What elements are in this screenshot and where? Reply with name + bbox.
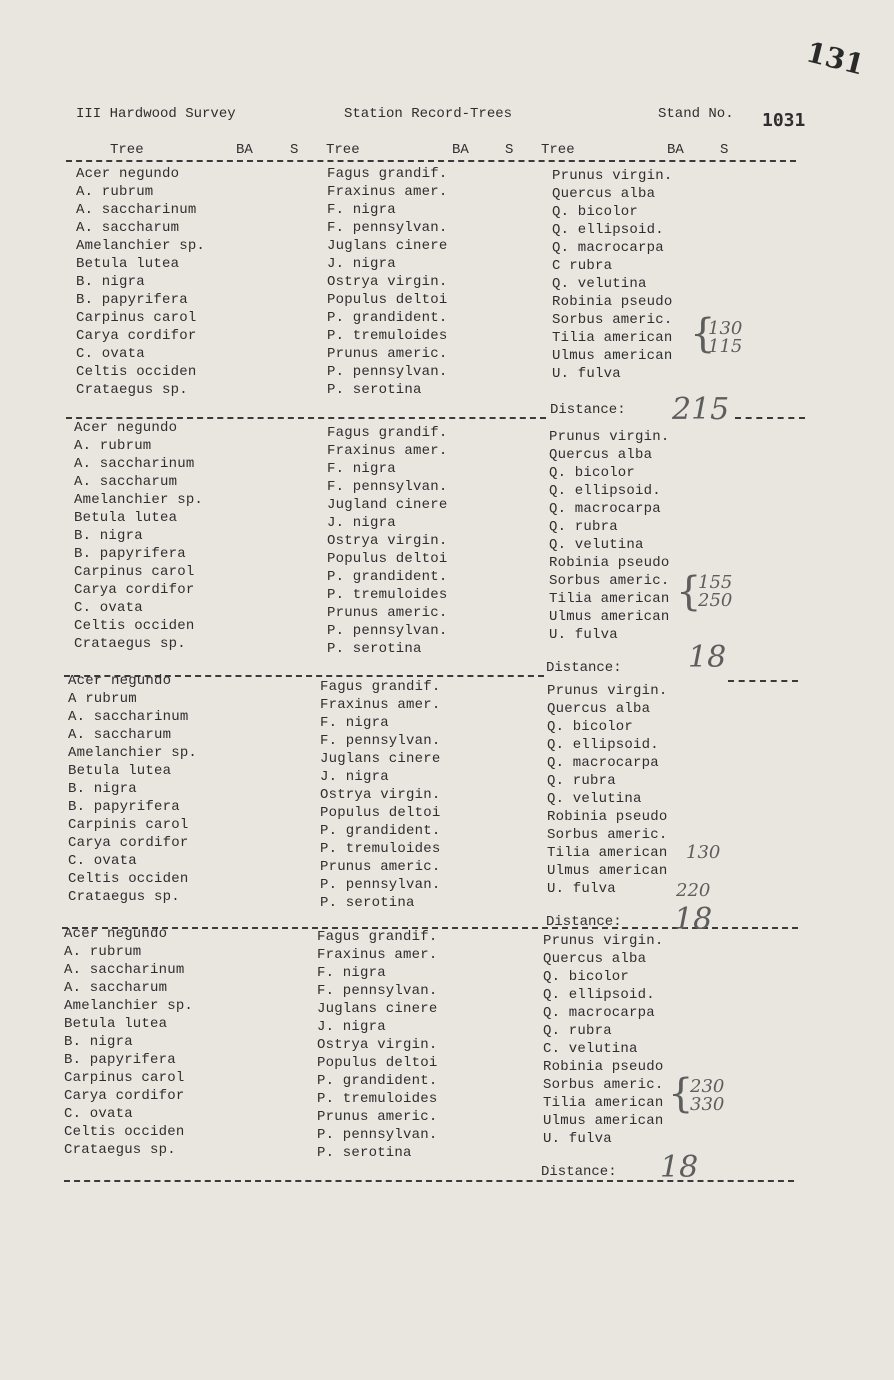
distance-value: 18 xyxy=(660,1150,699,1185)
tree-species-entry: Carpinus carol xyxy=(76,310,197,326)
tree-species-entry: Ostrya virgin. xyxy=(327,274,448,290)
tree-species-entry: F. pennsylvan. xyxy=(317,983,438,999)
col1-header-s: S xyxy=(290,142,299,158)
tree-species-entry: Betula lutea xyxy=(64,1016,168,1032)
tree-species-entry: Fagus grandif. xyxy=(320,679,441,695)
tree-species-entry: Fraxinus amer. xyxy=(327,184,448,200)
tree-species-entry: Q. bicolor xyxy=(543,969,630,985)
tree-species-entry: Fagus grandif. xyxy=(317,929,438,945)
tree-species-entry: B. nigra xyxy=(76,274,145,290)
tree-species-entry: Sorbus americ. xyxy=(547,827,668,843)
tree-species-entry: Robinia pseudo xyxy=(549,555,670,571)
tree-species-entry: Populus deltoi xyxy=(327,292,448,308)
tree-species-entry: Crataegus sp. xyxy=(68,889,180,905)
col2-header-ba: BA xyxy=(452,142,469,158)
col1-header-ba: BA xyxy=(236,142,253,158)
tree-species-entry: P. serotina xyxy=(327,641,422,657)
tree-species-entry: Celtis occiden xyxy=(74,618,195,634)
tree-species-entry: Q. velutina xyxy=(547,791,642,807)
tree-species-entry: P. tremuloides xyxy=(317,1091,438,1107)
tree-species-entry: Q. bicolor xyxy=(549,465,636,481)
tree-species-entry: U. fulva xyxy=(547,881,616,897)
tree-species-entry: B. nigra xyxy=(68,781,137,797)
tree-species-entry: Acer negundo xyxy=(68,673,172,689)
tree-species-entry: Fagus grandif. xyxy=(327,425,448,441)
tree-species-entry: Q. macrocarpa xyxy=(549,501,661,517)
tree-species-entry: Tilia american xyxy=(547,845,668,861)
brace-mark: { xyxy=(690,311,716,357)
tree-species-entry: Acer negundo xyxy=(76,166,180,182)
tree-species-entry: F. nigra xyxy=(327,461,396,477)
tree-species-entry: Prunus virgin. xyxy=(547,683,668,699)
tree-species-entry: Prunus americ. xyxy=(317,1109,438,1125)
header-divider xyxy=(66,160,796,162)
tree-species-entry: Carpinus carol xyxy=(74,564,195,580)
tree-species-entry: Prunus virgin. xyxy=(552,168,673,184)
stand-number: 1031 xyxy=(762,110,806,131)
tree-species-entry: Acer negundo xyxy=(74,420,178,436)
tree-species-entry: Jugland cinere xyxy=(327,497,448,513)
col3-header-tree: Tree xyxy=(541,142,575,158)
handwritten-ba-value: 330 xyxy=(690,1094,725,1115)
tree-species-entry: A. saccharinum xyxy=(74,456,195,472)
tree-species-entry: A. saccharum xyxy=(68,727,172,743)
tree-species-entry: Crataegus sp. xyxy=(74,636,186,652)
tree-species-entry: Betula lutea xyxy=(74,510,178,526)
tree-species-entry: C. ovata xyxy=(64,1106,133,1122)
tree-species-entry: Ostrya virgin. xyxy=(327,533,448,549)
handwritten-ba-value: 220 xyxy=(676,880,711,901)
tree-species-entry: Ostrya virgin. xyxy=(317,1037,438,1053)
tree-species-entry: Ulmus american xyxy=(547,863,668,879)
distance-value: 215 xyxy=(672,392,730,427)
tree-species-entry: P. serotina xyxy=(317,1145,412,1161)
tree-species-entry: Populus deltoi xyxy=(317,1055,438,1071)
col2-header-s: S xyxy=(505,142,514,158)
brace-mark: { xyxy=(668,1071,694,1117)
tree-species-entry: Q. bicolor xyxy=(552,204,639,220)
tree-species-entry: A. saccharum xyxy=(74,474,178,490)
tree-species-entry: P. tremuloides xyxy=(320,841,441,857)
col2-header-tree: Tree xyxy=(326,142,360,158)
tree-species-entry: Robinia pseudo xyxy=(552,294,673,310)
handwritten-ba-value: 230 xyxy=(690,1076,725,1097)
tree-species-entry: C rubra xyxy=(552,258,613,274)
tree-species-entry: Q. ellipsoid. xyxy=(543,987,655,1003)
tree-species-entry: Ulmus american xyxy=(552,348,673,364)
tree-species-entry: Q. rubra xyxy=(543,1023,612,1039)
tree-species-entry: Carya cordifor xyxy=(64,1088,185,1104)
tree-species-entry: Betula lutea xyxy=(76,256,180,272)
handwritten-ba-value: 250 xyxy=(698,590,733,611)
section-divider xyxy=(735,417,805,419)
survey-title: III Hardwood Survey xyxy=(76,106,236,122)
tree-species-entry: B. papyrifera xyxy=(74,546,186,562)
tree-species-entry: Quercus alba xyxy=(552,186,656,202)
section-divider xyxy=(728,680,798,682)
tree-species-entry: Quercus alba xyxy=(547,701,651,717)
tree-species-entry: Q. rubra xyxy=(547,773,616,789)
tree-species-entry: Tilia american xyxy=(552,330,673,346)
tree-species-entry: Acer negundo xyxy=(64,926,168,942)
tree-species-entry: U. fulva xyxy=(543,1131,612,1147)
tree-species-entry: P. pennsylvan. xyxy=(317,1127,438,1143)
tree-species-entry: C. ovata xyxy=(68,853,137,869)
tree-species-entry: Tilia american xyxy=(549,591,670,607)
tree-species-entry: Q. velutina xyxy=(549,537,644,553)
distance-value: 18 xyxy=(688,640,727,675)
tree-species-entry: Prunus americ. xyxy=(327,605,448,621)
tree-species-entry: Ostrya virgin. xyxy=(320,787,441,803)
tree-species-entry: Amelanchier sp. xyxy=(64,998,194,1014)
tree-species-entry: Q. ellipsoid. xyxy=(549,483,661,499)
tree-species-entry: Populus deltoi xyxy=(320,805,441,821)
tree-species-entry: Q. macrocarpa xyxy=(543,1005,655,1021)
tree-species-entry: P. pennsylvan. xyxy=(327,623,448,639)
tree-species-entry: Juglans cinere xyxy=(327,238,448,254)
tree-species-entry: P. grandident. xyxy=(327,569,448,585)
tree-species-entry: J. nigra xyxy=(317,1019,386,1035)
tree-species-entry: F. pennsylvan. xyxy=(320,733,441,749)
stand-label: Stand No. xyxy=(658,106,734,122)
tree-species-entry: Amelanchier sp. xyxy=(68,745,198,761)
tree-species-entry: P. serotina xyxy=(327,382,422,398)
tree-species-entry: Prunus virgin. xyxy=(543,933,664,949)
tree-species-entry: Fagus grandif. xyxy=(327,166,448,182)
tree-species-entry: Robinia pseudo xyxy=(547,809,668,825)
tree-species-entry: F. nigra xyxy=(320,715,389,731)
tree-species-entry: Carpinis carol xyxy=(68,817,189,833)
tree-species-entry: U. fulva xyxy=(549,627,618,643)
tree-species-entry: Tilia american xyxy=(543,1095,664,1111)
tree-species-entry: Sorbus americ. xyxy=(552,312,673,328)
tree-species-entry: Quercus alba xyxy=(543,951,647,967)
tree-species-entry: Crataegus sp. xyxy=(64,1142,176,1158)
tree-species-entry: J. nigra xyxy=(320,769,389,785)
col1-header-tree: Tree xyxy=(110,142,144,158)
tree-species-entry: P. grandident. xyxy=(327,310,448,326)
tree-species-entry: Q. macrocarpa xyxy=(552,240,664,256)
tree-species-entry: Amelanchier sp. xyxy=(74,492,204,508)
tree-species-entry: Carya cordifor xyxy=(68,835,189,851)
tree-species-entry: A. saccharinum xyxy=(64,962,185,978)
tree-species-entry: P. pennsylvan. xyxy=(320,877,441,893)
tree-species-entry: F. pennsylvan. xyxy=(327,479,448,495)
tree-species-entry: J. nigra xyxy=(327,256,396,272)
tree-species-entry: P. grandident. xyxy=(320,823,441,839)
tree-species-entry: A. rubrum xyxy=(76,184,154,200)
tree-species-entry: A. saccharinum xyxy=(68,709,189,725)
distance-label: Distance: xyxy=(546,660,622,676)
tree-species-entry: C. velutina xyxy=(543,1041,638,1057)
handwritten-ba-value: 115 xyxy=(708,336,743,357)
col3-header-s: S xyxy=(720,142,729,158)
tree-species-entry: A. saccharinum xyxy=(76,202,197,218)
tree-species-entry: Q. rubra xyxy=(549,519,618,535)
handwritten-ba-value: 130 xyxy=(686,842,721,863)
tree-species-entry: P. grandident. xyxy=(317,1073,438,1089)
tree-species-entry: A rubrum xyxy=(68,691,137,707)
tree-species-entry: Q. macrocarpa xyxy=(547,755,659,771)
tree-species-entry: B. papyrifera xyxy=(76,292,188,308)
tree-species-entry: Betula lutea xyxy=(68,763,172,779)
tree-species-entry: C. ovata xyxy=(74,600,143,616)
tree-species-entry: B. nigra xyxy=(64,1034,133,1050)
tree-species-entry: Fraxinus amer. xyxy=(320,697,441,713)
tree-species-entry: Q. ellipsoid. xyxy=(552,222,664,238)
tree-species-entry: B. nigra xyxy=(74,528,143,544)
distance-label: Distance: xyxy=(550,402,626,418)
corner-handwritten-number: 131 xyxy=(802,35,868,82)
tree-species-entry: Fraxinus amer. xyxy=(327,443,448,459)
tree-species-entry: Carya cordifor xyxy=(74,582,195,598)
tree-species-entry: B. papyrifera xyxy=(64,1052,176,1068)
tree-species-entry: P. serotina xyxy=(320,895,415,911)
tree-species-entry: A. saccharum xyxy=(76,220,180,236)
tree-species-entry: A. rubrum xyxy=(74,438,152,454)
tree-species-entry: P. tremuloides xyxy=(327,587,448,603)
tree-species-entry: Sorbus americ. xyxy=(543,1077,664,1093)
tree-species-entry: Ulmus american xyxy=(549,609,670,625)
tree-species-entry: Quercus alba xyxy=(549,447,653,463)
tree-species-entry: Ulmus american xyxy=(543,1113,664,1129)
brace-mark: { xyxy=(676,569,702,615)
tree-species-entry: B. papyrifera xyxy=(68,799,180,815)
tree-species-entry: J. nigra xyxy=(327,515,396,531)
tree-species-entry: C. ovata xyxy=(76,346,145,362)
distance-label: Distance: xyxy=(546,914,622,930)
tree-species-entry: Prunus americ. xyxy=(327,346,448,362)
tree-species-entry: Celtis occiden xyxy=(68,871,189,887)
tree-species-entry: P. pennsylvan. xyxy=(327,364,448,380)
record-title: Station Record-Trees xyxy=(344,106,513,122)
tree-species-entry: F. nigra xyxy=(327,202,396,218)
tree-species-entry: Populus deltoi xyxy=(327,551,448,567)
tree-species-entry: Juglans cinere xyxy=(317,1001,438,1017)
tree-species-entry: Juglans cinere xyxy=(320,751,441,767)
distance-value: 18 xyxy=(674,902,713,937)
distance-label: Distance: xyxy=(541,1164,617,1180)
tree-species-entry: Celtis occiden xyxy=(76,364,197,380)
handwritten-ba-value: 130 xyxy=(708,318,743,339)
tree-species-entry: Crataegus sp. xyxy=(76,382,188,398)
tree-species-entry: Robinia pseudo xyxy=(543,1059,664,1075)
tree-species-entry: F. pennsylvan. xyxy=(327,220,448,236)
tree-species-entry: Sorbus americ. xyxy=(549,573,670,589)
tree-species-entry: Q. bicolor xyxy=(547,719,634,735)
tree-species-entry: A. rubrum xyxy=(64,944,142,960)
tree-species-entry: A. saccharum xyxy=(64,980,168,996)
tree-species-entry: Carpinus carol xyxy=(64,1070,185,1086)
tree-species-entry: Amelanchier sp. xyxy=(76,238,206,254)
col3-header-ba: BA xyxy=(667,142,684,158)
tree-species-entry: Q. velutina xyxy=(552,276,647,292)
tree-species-entry: P. tremuloides xyxy=(327,328,448,344)
tree-species-entry: Carya cordifor xyxy=(76,328,197,344)
tree-species-entry: U. fulva xyxy=(552,366,621,382)
handwritten-ba-value: 155 xyxy=(698,572,733,593)
tree-species-entry: Q. ellipsoid. xyxy=(547,737,659,753)
tree-species-entry: F. nigra xyxy=(317,965,386,981)
tree-species-entry: Prunus virgin. xyxy=(549,429,670,445)
tree-species-entry: Prunus americ. xyxy=(320,859,441,875)
tree-species-entry: Fraxinus amer. xyxy=(317,947,438,963)
tree-species-entry: Celtis occiden xyxy=(64,1124,185,1140)
